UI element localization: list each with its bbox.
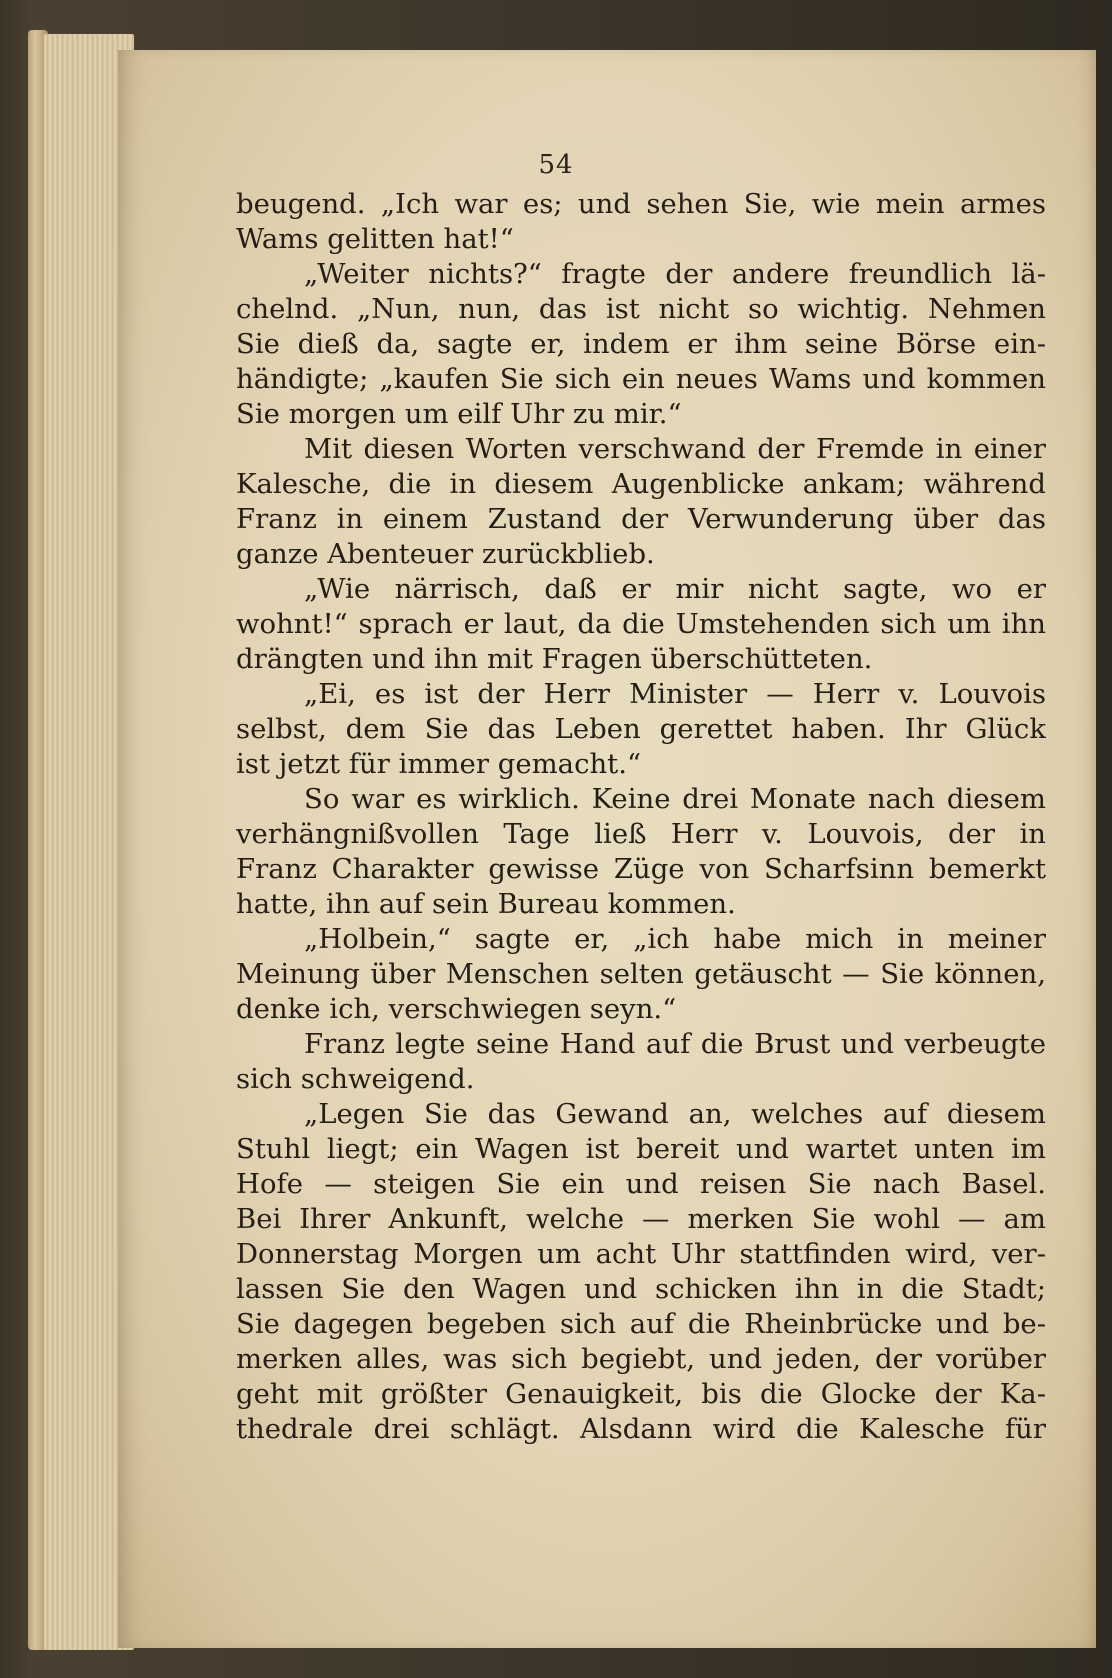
text-line: Franz Charakter gewisse Züge von Scharfsinn bemerkt	[236, 853, 1046, 885]
text-line: ist jetzt für immer gemacht.“	[236, 748, 642, 780]
text-line: drängten und ihn mit Fragen überschütteten.	[236, 643, 873, 675]
text-line: merken alles, was sich begiebt, und jeden, der vorüber	[236, 1343, 1046, 1375]
text-line: Mit diesen Worten verschwand der Fremde in einer	[304, 433, 1046, 465]
text-line: denke ich, verschwiegen seyn.“	[236, 993, 677, 1025]
text-line: „Ei, es ist der Herr Minister — Herr v. Louvois	[304, 678, 1046, 710]
text-line: hatte, ihn auf sein Bureau kommen.	[236, 888, 736, 920]
text-line: ganze Abenteuer zurückblieb.	[236, 538, 655, 570]
text-line: „Legen Sie das Gewand an, welches auf diesem	[304, 1098, 1046, 1130]
page-number: 54	[538, 150, 574, 180]
text-line: „Weiter nichts?“ fragte der andere freundlich lä-	[304, 258, 1046, 290]
page-text	[236, 187, 1046, 1447]
text-line: geht mit größter Genauigkeit, bis die Glocke der Ka-	[236, 1378, 1046, 1410]
text-line: chelnd. „Nun, nun, das ist nicht so wichtig. Nehmen	[236, 293, 1046, 325]
text-line: verhängnißvollen Tage ließ Herr v. Louvois, der in	[236, 818, 1046, 850]
text-line: Stuhl liegt; ein Wagen ist bereit und wartet unten im	[236, 1133, 1046, 1165]
text-line: händigte; „kaufen Sie sich ein neues Wams und kommen	[236, 363, 1046, 395]
text-line: „Holbein,“ sagte er, „ich habe mich in meiner	[304, 923, 1046, 955]
text-line: So war es wirklich. Keine drei Monate nach diesem	[304, 783, 1046, 815]
text-line: lassen Sie den Wagen und schicken ihn in die Stadt;	[236, 1273, 1046, 1305]
text-line: wohnt!“ sprach er laut, da die Umstehenden sich um ihn	[236, 608, 1046, 640]
text-line: Franz legte seine Hand auf die Brust und verbeugte	[304, 1028, 1046, 1060]
text-line: Sie dieß da, sagte er, indem er ihm seine Börse ein-	[236, 328, 1046, 360]
text-line: beugend. „Ich war es; und sehen Sie, wie mein armes	[236, 188, 1046, 220]
text-line: Sie morgen um eilf Uhr zu mir.“	[236, 398, 682, 430]
text-line: selbst, dem Sie das Leben gerettet haben. Ihr Glück	[236, 713, 1046, 745]
text-line: Hofe — steigen Sie ein und reisen Sie nach Basel.	[236, 1168, 1046, 1200]
text-line: Meinung über Menschen selten getäuscht — Sie können,	[236, 958, 1046, 990]
text-line: Franz in einem Zustand der Verwunderung über das	[236, 503, 1046, 535]
text-line: Kalesche, die in diesem Augenblicke ankam; während	[236, 468, 1046, 500]
text-line: sich schweigend.	[236, 1063, 475, 1095]
text-line: Donnerstag Morgen um acht Uhr stattfinden wird, ver-	[236, 1238, 1046, 1270]
text-line: Wams gelitten hat!“	[236, 223, 514, 255]
text-line: „Wie närrisch, daß er mir nicht sagte, wo er	[304, 573, 1046, 605]
text-line: Sie dagegen begeben sich auf die Rheinbrücke und be-	[236, 1308, 1046, 1340]
text-line: thedrale drei schlägt. Alsdann wird die Kalesche für	[236, 1413, 1046, 1445]
text-line: Bei Ihrer Ankunft, welche — merken Sie wohl — am	[236, 1203, 1046, 1235]
